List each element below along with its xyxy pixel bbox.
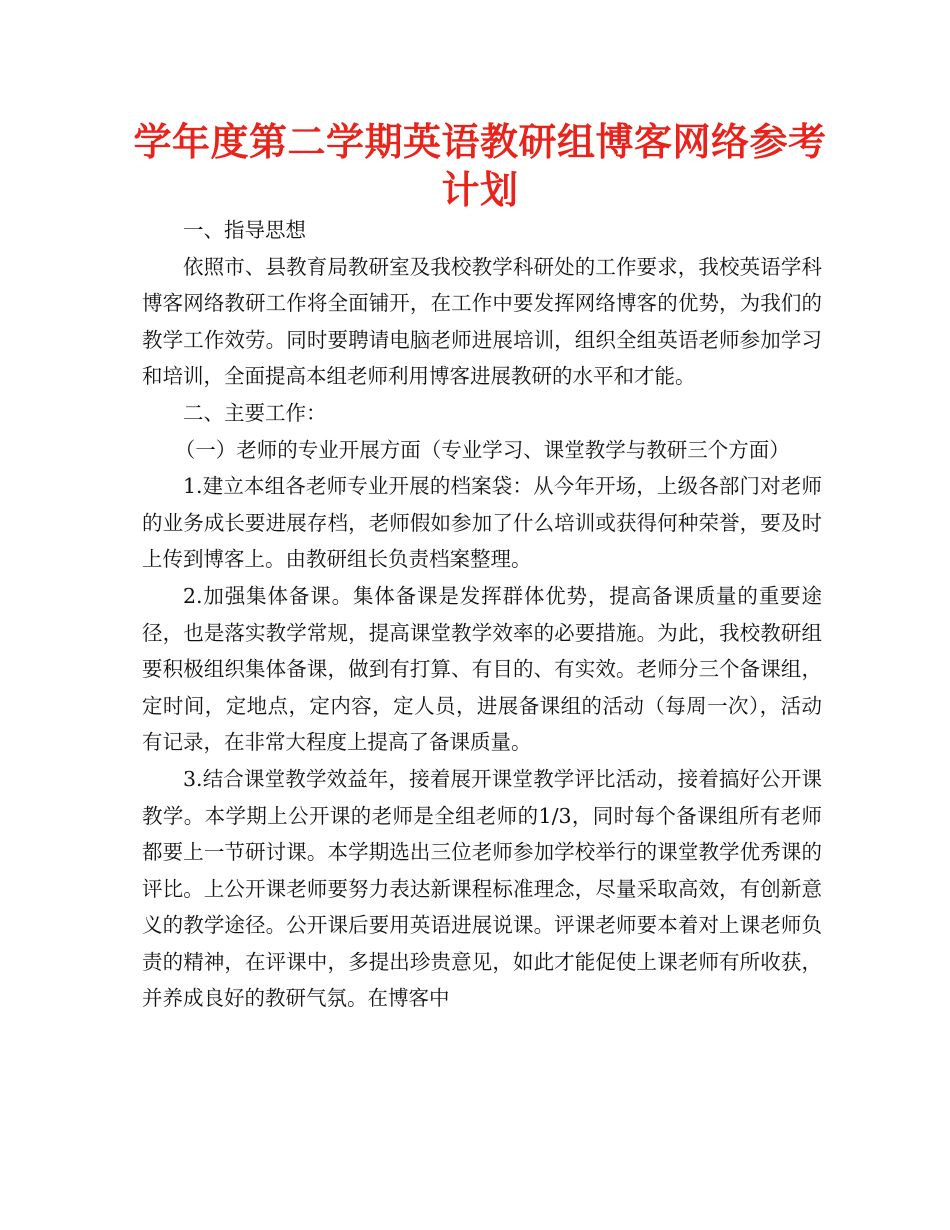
document-title: 学年度第二学期英语教研组博客网络参考计划 bbox=[133, 120, 827, 212]
paragraph-item-2: 2.加强集体备课。集体备课是发挥群体优势，提高备课质量的重要途径，也是落实教学常规，提高课堂教学效率的必要措施。为此，我校教研组要积极组织集体备课，做到有打算、有目的、有实效。老师分三个备课组，定时间，定地点，定内容，定人员，进展备课组的活动（每周一次），活动有记录，在非常大程度上提高了备课质量。 bbox=[142, 583, 822, 755]
section-heading-main-work: 二、主要工作： bbox=[183, 400, 327, 425]
paragraph-item-1: 1.建立本组各老师专业开展的档案袋：从今年开场，上级各部门对老师的业务成长要进展存档，老师假如参加了什么培训或获得何种荣誉，要及时上传到博客上。由教研组长负责档案整理。 bbox=[142, 474, 822, 572]
document-body bbox=[142, 212, 822, 1017]
paragraph-item-3: 3.结合课堂教学效益年，接着展开课堂教学评比活动，接着搞好公开课教学。本学期上公开课的老师是全组老师的1/3，同时每个备课组所有老师都要上一节研讨课。本学期选出三位老师参加学校举行的课堂教学优秀课的评比。上公开课老师要努力表达新课程标准理念，尽量采取高效，有创新意义的教学途径。公开课后要用英语进展说课。评课老师要本着对上课老师负责的精神，在评课中，多提出珍贵意见，如此才能促使上课老师有所收获，并养成良好的教研气氛。在博客中 bbox=[142, 766, 822, 1011]
paragraph-guiding-ideology: 依照市、县教育局教研室及我校教学科研处的工作要求，我校英语学科博客网络教研工作将全面铺开，在工作中要发挥网络博客的优势，为我们的教学工作效劳。同时要聘请电脑老师进展培训，组织全组英语老师参加学习和培训，全面提高本组老师利用博客进展教研的水平和才能。 bbox=[142, 254, 822, 389]
section-heading-guiding-ideology: 一、指导思想 bbox=[183, 218, 306, 242]
subsection-heading-teacher-development: （一）老师的专业开展方面（专业学习、课堂教学与教研三个方面） bbox=[174, 437, 790, 462]
